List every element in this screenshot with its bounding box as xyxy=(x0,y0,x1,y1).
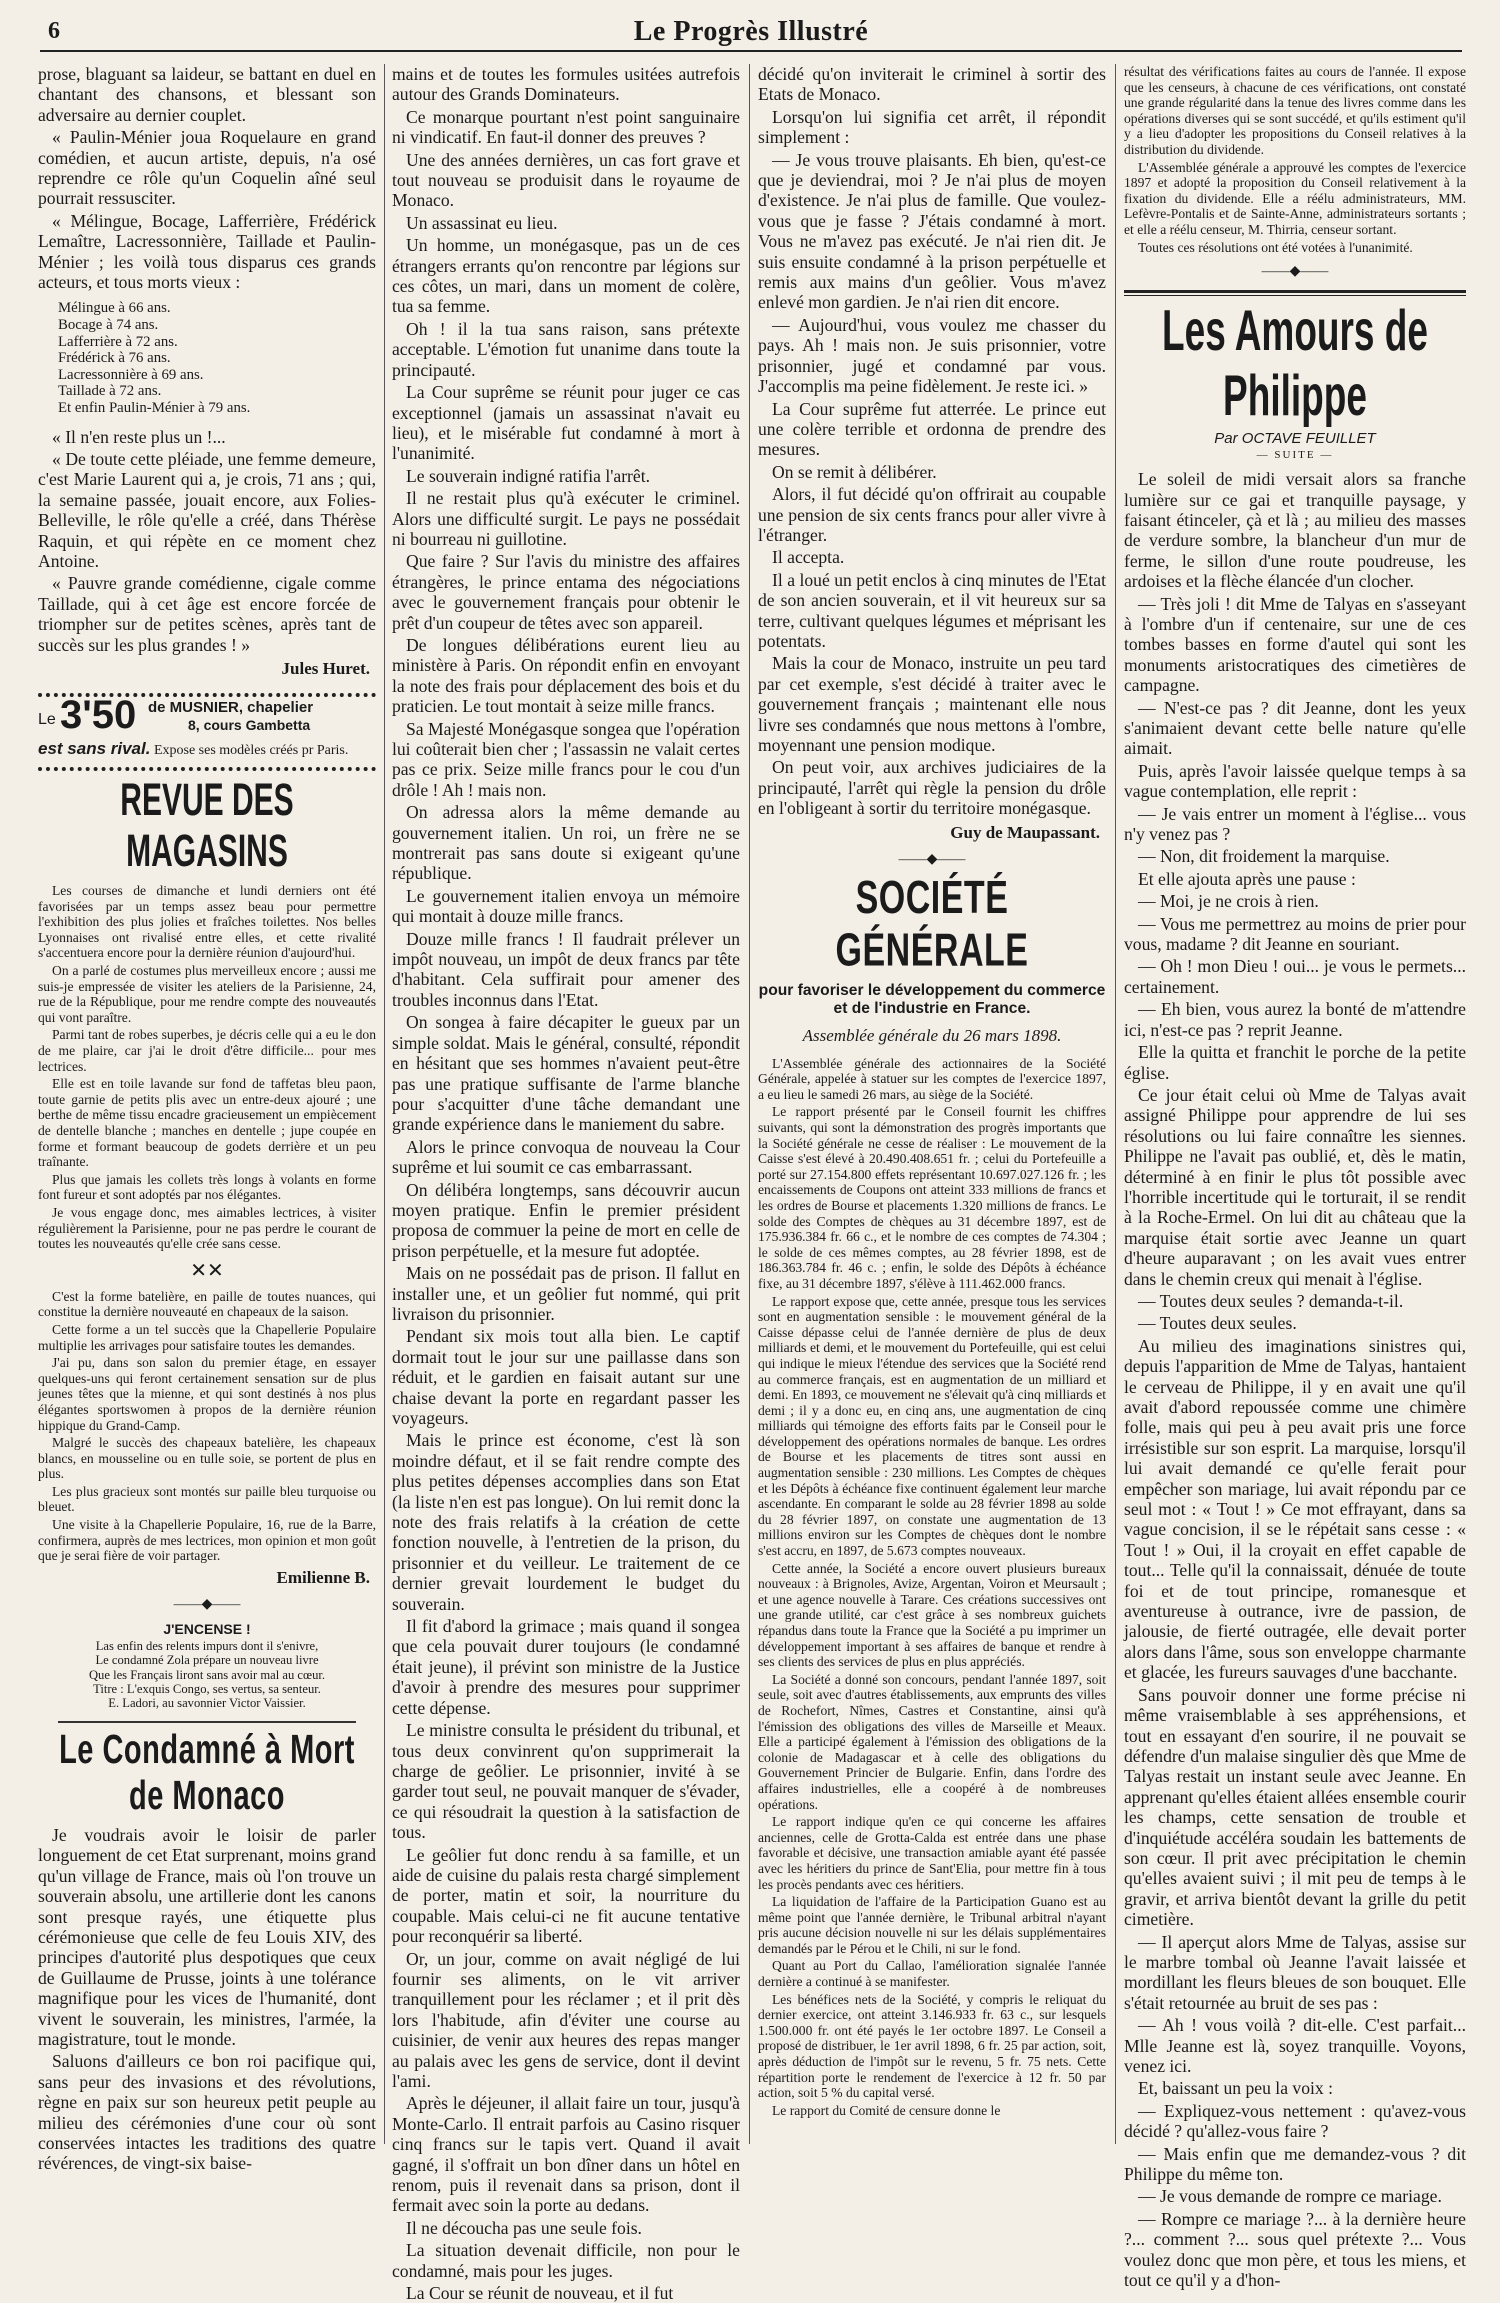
ad-line-2: 8, cours Gambetta xyxy=(188,717,311,734)
author-signature: Jules Huret. xyxy=(281,659,370,679)
article-paragraph: La Cour suprême fut atterrée. Le prince eut une colère terrible et ordonna de prendre des mesures. xyxy=(758,398,1106,460)
article-paragraph: C'est la forme batelière, en paille de toutes nuances, qui constitue la dernière nouveauté en chapeaux de la saison. xyxy=(38,1288,376,1320)
article-paragraph: Un assassinat eu lieu. xyxy=(406,212,558,233)
article-paragraph: Mais la cour de Monaco, instruite un peu tard par cet exemple, s'est décidé à traiter avec le gouvernement français ; maintenant elle nous livre ses condamnés que nous mettons à l'ombre, moyennant une pension modique. xyxy=(758,653,1106,755)
article-paragraph: Il fit d'abord la grimace ; mais quand il songea que cela pouvait durer toujours (le condamné était jeune), il prévint son ministre de la Justice d'avoir à prendre des mesures pour supprimer cette dépense. xyxy=(392,1616,740,1718)
article-paragraph: On adressa alors la même demande au gouvernement italien. Un roi, un frère ne se montrerait pas sans doute si exigeant qu'une république. xyxy=(392,802,740,884)
article-paragraph: On a parlé de costumes plus merveilleux encore ; aussi me suis-je empressée de visiter les ateliers de la Parisienne, 24, rue de la République, pour me rendre compte des nouveautés qui vont paraître. xyxy=(38,963,376,1025)
article-paragraph: Puis, après l'avoir laissée quelque temps à sa vague contemplation, elle reprit : xyxy=(1124,760,1466,802)
column-2 xyxy=(392,64,740,2303)
article-paragraph: L'Assemblée générale a approuvé les comptes de l'exercice 1897 et adopté la proposition du Conseil relativement à la fixation du dividende. Elle a réélu administrateurs, MM. Lefèvre-Pontalis et de Sainte-Anne, administrateurs sortants ; et elle a réélu censeur, M. Thirria, censeur sortant. xyxy=(1124,159,1466,237)
article-paragraph: Le geôlier fut donc rendu à sa famille, et un aide de cuisine du palais resta chargé simplement de porter, matin et soir, la nourriture du coupable. Mais celui-ci ne fit aucune tentative pour reconquérir sa liberté. xyxy=(392,1844,740,1947)
condamne-title: Le Condamné à Mort de Monaco xyxy=(59,1727,355,1819)
verse-line: E. Ladori, au savonnier Victor Vaissier. xyxy=(108,1696,306,1711)
article-paragraph: Les courses de dimanche et lundi derniers ont été favorisées par un temps assez beau pour permettre l'exhibition des plus jolies et fraîches toilettes. Nos belles Lyonnaises ont rivalisé entre elles, et cette rivalité s'accentuera encore pour la dernière réunion d'aujourd'hui. xyxy=(38,883,376,961)
article-paragraph: On songea à faire décapiter le gueux par un simple soldat. Mais le général, consulté, répondit en hésitant que ses hommes n'avaient peut-être pas une pratique suffisante de l'arme blanche pour s'acquitter d'une tâche demandant une grande expérience dans le maniement du sabre. xyxy=(392,1012,740,1135)
article-paragraph: Au milieu des imaginations sinistres qui, depuis l'apparition de Mme de Talyas, hantaient le cerveau de Philippe, il y en avait une qu'il avait d'abord repoussée comme une chimère folle, mais qui peu à peu avait pris une force irrésistible sur son esprit. La marquise, lorsqu'il lui avait demandé ce qu'elle ferait pour empêcher son mariage, lui avait répondu par ce seul mot : « Tout ! » Ce mot effrayant, dans sa vague concision, il se le répétait sans cesse : « Tout ! » Oui, il la croyait en effet capable de tout... Telle qu'il la connaissait, dénuée de toute foi et de tout principe, romanesque et aventureuse à outrance, ivre de passion, de jalousie, de fierté outragée, elle devait porter alors dans l'âme, sous son enveloppe charmante et glacée, les fureurs sauvages d'une bacchante. xyxy=(1124,1335,1466,1683)
section-rule xyxy=(58,1721,356,1723)
list-item: Et enfin Paulin-Ménier à 79 ans. xyxy=(58,400,251,417)
article-paragraph: prose, blaguant sa laideur, se battant en duel en chantant des chansons, et blessant son adversaire au dernier couplet. xyxy=(38,64,376,125)
article-paragraph: Le rapport présenté par le Conseil fournit les chiffres suivants, qui sont la démonstration des progrès importants que la Société générale ne cesse de réaliser : Le mouvement de la Caisse s'est élevé à 20.490.408.651 fr. ; celui du Portefeuille a porté sur 27.154.800 effets représentant 10.697.027.126 fr. ; les encaissements de Coupons ont atteint 333 millions de francs et les ordres de Bourse et placements 1.320 millions de francs. Le solde des Comptes de chèques au 31 décembre 1897, est de 175.936.384 fr. 66 c., et le nombre de ces comptes de 74.304 ; le solde de ces mêmes comptes, au 28 février 1898, est de 186.363.784 fr. 46 c. ; enfin, le solde des Dépôts à échéance fixe, au 31 décembre 1897, s'élève à 111.462.000 francs. xyxy=(758,1104,1106,1291)
article-paragraph: Elle est en toile lavande sur fond de taffetas bleu paon, toute garnie de petits plis avec un entre-deux ajouré ; une berthe de même tissu encadre gracieusement un empiècement de dentelle blanche ; manches en dentelle ; jupe coupée en forme et formant beaucoup de godets derrière et un peu traînante. xyxy=(38,1076,376,1170)
article-paragraph: Mais le prince est économe, c'est là son moindre défaut, et il se fait rendre compte des plus petites dépenses accomplies dans son Etat (la liste n'en est pas longue). On lui remit donc la note des frais relatifs à la création de cette fonction nouvelle, à l'entretien de la prison, du prisonnier et du veilleur. Le traitement de ce dernier grevait lourdement le budget du souverain. xyxy=(392,1430,740,1614)
article-paragraph: Une visite à la Chapellerie Populaire, 16, rue de la Barre, confirmera, auprès de mes lectrices, mon opinion et mon goût que je serai fière de voir partager. xyxy=(38,1517,376,1564)
article-paragraph: Quant au Port du Callao, l'amélioration signalée l'année dernière a continué à se manifester. xyxy=(758,1958,1106,1990)
article-paragraph: De longues délibérations eurent lieu au ministère à Paris. On répondit enfin en envoyant la note des frais pour déplacement des bois et du praticien. Le tout montait à seize mille francs. xyxy=(392,634,740,717)
musnier-advertisement xyxy=(38,693,376,771)
article-paragraph: Il ne restait plus qu'à exécuter le criminel. Alors une difficulté surgit. Le pays ne possédait ni bourreau ni guillotine. xyxy=(392,488,740,549)
article-paragraph: Pendant six mois tout alla bien. Le captif dormait tout le jour sur une paillasse dans son réduit, et le gardien en faisait autant sur une chaise devant la porte en regardant passer les voyageurs. xyxy=(392,1326,740,1428)
ornament-stars: ✕✕ xyxy=(190,1259,224,1282)
article-paragraph: On se remit à délibérer. xyxy=(772,461,937,482)
article-paragraph: Les bénéfices nets de la Société, y compris le reliquat du dernier exercice, ont atteint 3.146.933 fr. 63 c., sur lesquels 1.500.000 fr. ont été payés le 1er octobre 1897. Le Conseil a proposé de distribuer, le 1er avril 1898, 6 fr. 25 par action, soit, après déduction de l'impôt sur le revenu, 5 fr. 75 nets. Cette répartition porte le rendement de l'exercice à 12 fr. 50 par action, soit 5 % du capital versé. xyxy=(758,1991,1106,2101)
article-paragraph: « De toute cette pléiade, une femme demeure, c'est Marie Laurent qui a, je crois, 71 ans ; qui, la semaine passée, jouait encore, aux Folies-Belleville, le rôle qu'elle a créé, dans Thérèse Raquin, et qui répète en ce moment chez Antoine. xyxy=(38,449,376,572)
article-paragraph: Le gouvernement italien envoya un mémoire qui montait à douze mille francs. xyxy=(392,885,740,927)
article-paragraph: Le soleil de midi versait alors sa franche lumière sur ce gai et tranquille paysage, y faisant étinceler, çà et là ; au milieu des masses de verdure sombre, la blancheur d'un mur de ferme, le sillon d'une route poudreuse, les ardoises et la flèche élancée d'un clocher. xyxy=(1124,469,1466,592)
societe-generale-title: SOCIÉTÉ GÉNÉRALE xyxy=(835,871,1029,976)
list-item: Lacressonnière à 69 ans. xyxy=(58,366,204,383)
article-paragraph: Saluons d'ailleurs ce bon roi pacifique qui, sans peur des invasions et des révolutions, règne en paix sur son heureux petit peuple au milieu des cérémonies d'une cour où sont conservées intactes les traditions des quatre révérences, de vingt-six baise- xyxy=(38,2051,376,2174)
article-paragraph: Malgré le succès des chapeaux batelière, les chapeaux blancs, en mousseline ou en tulle soie, se portent de plus en plus. xyxy=(38,1435,376,1482)
article-paragraph: On peut voir, aux archives judiciaires de la principauté, l'arrêt qui règle la pension du drôle en l'obligeant à sortir du territoire monégasque. xyxy=(758,757,1106,819)
jencense-verse xyxy=(38,1639,376,1711)
article-paragraph: Sa Majesté Monégasque songea que l'opération lui coûterait bien cher ; l'assassin ne valait certes pas ce prix. Seize mille francs pour le cou d'un drôle ! Ah ! mais non. xyxy=(392,718,740,800)
revue-body xyxy=(38,883,376,1564)
ad-line-1: de MUSNIER, chapelier xyxy=(148,699,314,717)
article-paragraph: Le ministre consulta le président du tribunal, et tous deux convinrent qu'on supprimerait la charge de geôlier. Le prisonnier, invité à se garder tout seul, ne pouvait manquer de s'évader, ce qui résoudrait la question à la satisfaction de tous. xyxy=(392,1720,740,1843)
list-item: Taillade à 72 ans. xyxy=(58,383,162,400)
article-paragraph: — Non, dit froidement la marquise. xyxy=(1138,846,1390,867)
article-paragraph: Elle la quitta et franchit le porche de la petite église. xyxy=(1124,1042,1466,1083)
article-paragraph: — Rompre ce mariage ?... à la dernière heure ?... comment ?... sous quel prétexte ?... Vous voulez donc que mon père, et tous les miens, et tout ce qu'il y a d'hon- xyxy=(1124,2208,1466,2291)
article-paragraph: Lorsqu'on lui signifia cet arrêt, il répondit simplement : xyxy=(758,106,1106,148)
column-4 xyxy=(1124,64,1466,2291)
article-paragraph: On délibéra longtemps, sans découvrir aucun moyen pratique. Enfin le premier président proposa de commuer la peine de mort en celle de prison perpétuelle, et la mesure fut adoptée. xyxy=(392,1179,740,1261)
article-paragraph: — Toutes deux seules. xyxy=(1138,1313,1297,1334)
article-paragraph: Le rapport indique qu'en ce qui concerne les affaires anciennes, celle de Grotta-Calda est entrée dans une phase favorable et décisive, une transaction amiable ayant été passée avec les héritiers du prince de Sant'Elia, pour mettre fin à tous les procès pendants avec ces héritiers. xyxy=(758,1814,1106,1892)
ad-slogan: est sans rival. xyxy=(38,739,151,759)
article-paragraph: Ce monarque pourtant n'est point sanguinaire ni vindicatif. En faut-il donner des preuves ? xyxy=(392,106,740,148)
article-paragraph: Alors, il fut décidé qu'on offrirait au coupable une pension de six cents francs pour aller vivre à l'étranger. xyxy=(758,484,1106,545)
feuilleton-suite: — SUITE — xyxy=(1256,449,1334,462)
article-paragraph: Le rapport du Comité de censure donne le xyxy=(772,2102,1001,2118)
article-paragraph: mains et de toutes les formules usitées autrefois autour des Grands Dominateurs. xyxy=(392,64,740,105)
article-paragraph: Il a loué un petit enclos à cinq minutes de l'Etat de son ancien souverain, et il vit heureux sur sa terre, cultivant quelques légumes et méprisant les potentats. xyxy=(758,569,1106,651)
ad-le: Le xyxy=(38,711,56,729)
article-paragraph: Je voudrais avoir le loisir de parler longuement de cet Etat surprenant, moins grand qu'un village de France, mais où l'on trouve un souverain absolu, une artillerie dont les canons sont presque rayés, une étiquette plus cérémonieuse que celle de feu Louis XIV, des principes d'autorité plus despotiques que ceux de Guillaume de Prusse, joints à une tolérance magnifique pour les vices de l'humanité, dont vivent le souverain, les ministres, l'armée, la magistrature, tout le monde. xyxy=(38,1824,376,2049)
article-paragraph: — Je vous trouve plaisants. Eh bien, qu'est-ce que je deviendrai, moi ? Je n'ai plus de moyen d'existence. Je n'ai plus de famille. Que voulez-vous que je fasse ? J'étais condamné à mort. Vous ne m'avez pas exécuté. Je n'ai rien dit. Je suis ensuite condamné à la prison perpétuelle et remis aux mains d'un geôlier. Vous m'avez enlevé mon gardien. Je n'ai rien dit encore. xyxy=(758,149,1106,313)
article-paragraph: Après le déjeuner, il allait faire un tour, jusqu'à Monte-Carlo. Il entrait parfois au Casino risquer cinq francs sur le tapis vert. Quand il avait gagné, il s'offrait un bon dîner dans un hôtel en renom, puis il revenait dans sa prison, dont il fermait avec soin la porte au dedans. xyxy=(392,2093,740,2216)
article-paragraph: — Expliquez-vous nettement : qu'avez-vous décidé ? qu'allez-vous faire ? xyxy=(1124,2100,1466,2142)
jencense-title: J'ENCENSE ! xyxy=(163,1620,251,1637)
actor-ages-list xyxy=(58,300,376,416)
article-paragraph: Que faire ? Sur l'avis du ministre des affaires étrangères, le prince entama des négociations avec le gouvernement français pour obtenir le prêt d'un coupeur de têtes avec son appareil. xyxy=(392,551,740,633)
article-paragraph: décidé qu'on inviterait le criminel à sortir des Etats de Monaco. xyxy=(758,64,1106,105)
list-item: Frédérick à 76 ans. xyxy=(58,350,171,367)
header-rule xyxy=(40,50,1462,52)
section-rule xyxy=(1124,290,1466,296)
article-paragraph: Plus que jamais les collets très longs à volants en forme font fureur et sont adoptés par nos élégantes. xyxy=(38,1171,376,1203)
article-paragraph: Mais on ne possédait pas de prison. Il fallut en installer une, et un geôlier fut nommé, qui prit livraison du prisonnier. xyxy=(392,1263,740,1324)
article-paragraph: Toutes ces résolutions ont été votées à l'unanimité. xyxy=(1138,239,1413,255)
newspaper-title: Le Progrès Illustré xyxy=(633,16,869,47)
article-paragraph: Et, baissant un peu la voix : xyxy=(1138,2078,1333,2099)
column-divider xyxy=(749,64,750,2144)
ornament-divider: ——◆—— xyxy=(173,1596,241,1612)
article-paragraph: Or, un jour, comme on avait négligé de lui fournir ses aliments, on le vit arriver tranquillement pour les réclamer ; et il prit dès lors l'habitude, afin d'éviter une course au cuisinier, de venir aux heures des repas manger au palais avec les gens de service, dont il devint l'ami. xyxy=(392,1948,740,2091)
ad-line-3 xyxy=(38,739,348,759)
verse-line: Que les Français liront sans avoir mal au cœur. xyxy=(88,1667,326,1682)
article-paragraph: Douze mille francs ! Il faudrait prélever un impôt nouveau, un impôt de deux francs par tête d'habitant. Cela suffirait pour amener des troubles inconnus dans l'Etat. xyxy=(392,928,740,1010)
article-paragraph: Je vous engage donc, mes aimables lectrices, à visiter régulièrement la Parisienne, pour ne pas perdre le courant de toutes les nouveautés qu'elle crée sans cesse. xyxy=(38,1204,376,1252)
article-paragraph: La Société a donné son concours, pendant l'année 1897, soit seule, soit avec d'autres établissements, aux emprunts des villes de Rochefort, Nîmes, Castres et Constantine, ainsi qu'à l'émission des obligations des villes de Marseille et Meaux. Elle a participé également à l'émission des obligations de la colonie de Madagascar et à celle des obligations du Gouvernement Princier de Bulgarie. Enfin, dans l'ordre des affaires industrielles, elle a coopéré à de nombreuses opérations. xyxy=(758,1671,1106,1812)
article-paragraph: « Mélingue, Bocage, Lafferrière, Frédérick Lemaître, Lacressonnière, Taillade et Paulin-Ménier ; les voilà tous disparus ces grands acteurs, et tous morts vieux : xyxy=(38,210,376,293)
list-item: Bocage à 74 ans. xyxy=(58,317,159,334)
list-item: Lafferrière à 72 ans. xyxy=(58,333,178,350)
article-paragraph: — Je vous demande de rompre ce mariage. xyxy=(1138,2186,1442,2207)
article-paragraph: — Je vais entrer un moment à l'église... vous n'y venez pas ? xyxy=(1124,803,1466,845)
column-3 xyxy=(758,64,1106,2144)
author-signature: Emilienne B. xyxy=(276,1567,370,1587)
article-paragraph: — Eh bien, vous aurez la bonté de m'attendre ici, n'est-ce pas ? reprit Jeanne. xyxy=(1124,999,1466,1040)
article-paragraph: Sans pouvoir donner une forme précise ni même vraisemblable à ses appréhensions, et tout en essayant d'en sourire, il ne pouvait se défendre d'un malaise singulier dès que Mme de Talyas restait un instant seule avec Jeanne. En apprenant qu'elles étaient allées ensemble courir les champs, cette sensation de trouble et d'inquiétude accéléra soudain les battements de son cœur. Il prit avec précipitation le chemin qu'elles avaient suivi ; il mit peu de temps à le gravir, et arriva bientôt devant la grille du petit cimetière. xyxy=(1124,1684,1466,1930)
societe-generale-body xyxy=(758,1056,1106,2119)
article-paragraph: résultat des vérifications faites au cours de l'année. Il expose que les censeurs, à chacune de ces vérifications, ont constaté une grande régularité dans la tenue des livres comme dans les opérations diverses qui se sont succédé, et qu'ils estiment qu'il y a lieu d'adopter les propositions du Conseil relatives à la distribution du dividende. xyxy=(1124,64,1466,157)
article-paragraph: — Aujourd'hui, vous voulez me chasser du pays. Ah ! mais non. Je suis prisonnier, votre prisonnier, jugé et condamné par vous. J'accomplis ma peine fidèlement. Je reste ici. » xyxy=(758,314,1106,397)
article-paragraph: Il ne découcha pas une seule fois. xyxy=(406,2217,642,2238)
verse-line: Titre : L'exquis Congo, ses vertus, sa senteur. xyxy=(93,1682,321,1697)
article-paragraph: La situation devenait difficile, non pour le condamné, mais pour les juges. xyxy=(392,2240,740,2281)
feuilleton-byline: Par OCTAVE FEUILLET xyxy=(1214,430,1376,448)
article-paragraph: L'Assemblée générale des actionnaires de la Société Générale, appelée à statuer sur les comptes de l'exercice 1897, a eu lieu le samedi 26 mars, au siège de la Société. xyxy=(758,1055,1106,1102)
article-paragraph: Cette forme a un tel succès que la Chapellerie Populaire multiplie les arrivages pour satisfaire toutes les demandes. xyxy=(38,1321,376,1353)
ad-slogan-rest: Expose ses modèles créés pr Paris. xyxy=(153,743,349,759)
author-signature: Guy de Maupassant. xyxy=(950,822,1100,842)
ornament-divider: ——◆—— xyxy=(1261,264,1329,280)
article-paragraph: Un homme, un monégasque, pas un de ces étrangers errants qu'on rencontre par légions sur ces côtes, un mari, dans un moment de colère, tua sa femme. xyxy=(392,235,740,317)
article-paragraph: « Pauvre grande comédienne, cigale comme Taillade, qui à cet âge est encore forcée de triompher sur de petites scènes, après tant de succès sur les plus grandes ! » xyxy=(38,573,376,655)
list-item: Mélingue à 66 ans. xyxy=(58,300,171,317)
assembly-date: Assemblée générale du 26 mars 1898. xyxy=(802,1025,1062,1045)
verse-line: Las enfin des relents impurs dont il s'enivre, xyxy=(95,1638,319,1653)
revue-title: REVUE DES MAGASINS xyxy=(120,776,294,877)
verse-line: Le condamné Zola prépare un nouveau livre xyxy=(95,1653,319,1668)
article-paragraph: — Toutes deux seules ? demanda-t-il. xyxy=(1138,1290,1404,1311)
article-paragraph: — Très joli ! dit Mme de Talyas en s'asseyant à l'ombre d'un if centenaire, sur une de ces tombes basses en forme d'autel qui sont les monuments aristocratiques des cimetières de campagne. xyxy=(1124,593,1466,696)
column-divider xyxy=(1115,64,1116,2144)
ad-price: 3'50 xyxy=(60,693,137,738)
article-paragraph: La Cour se réunit de nouveau, et il fut xyxy=(406,2283,674,2303)
article-paragraph: Les plus gracieux sont montés sur paille bleu turquoise ou bleuet. xyxy=(38,1483,376,1515)
article-paragraph: « Paulin-Ménier joua Roquelaure en grand comédien, et aucun artiste, depuis, n'a osé reprendre ce rôle qu'un Coquelin aîné seul pourrait ressusciter. xyxy=(38,127,376,209)
article-paragraph: Oh ! il la tua sans raison, sans prétexte acceptable. L'émotion fut unanime dans toute la principauté. xyxy=(392,318,740,380)
assembly-results xyxy=(1124,64,1466,255)
article-paragraph: La Cour suprême se réunit pour juger ce cas exceptionnel (jamais un assassinat n'avait eu lieu), et le misérable fut condamné à mort à l'unanimité. xyxy=(392,382,740,464)
societe-generale-subtitle: pour favoriser le développement du commerce et de l'industrie en France. xyxy=(758,981,1106,1017)
article-paragraph: — Ah ! vous voilà ? dit-elle. C'est parfait... Mlle Jeanne est là, soyez tranquille. Voyons, venez ici. xyxy=(1124,2015,1466,2076)
article-paragraph: — Il aperçut alors Mme de Talyas, assise sur le marbre tombal où Jeanne l'avait laissée et mordillant les fleurs bleues de son bouquet. Elle s'était retournée au bruit de ses pas : xyxy=(1124,1931,1466,2013)
column-1 xyxy=(38,64,376,2174)
article-paragraph: Alors le prince convoqua de nouveau la Cour suprême et lui soumit ce cas embarrassant. xyxy=(392,1136,740,1178)
page-header xyxy=(40,14,1462,48)
article-paragraph: La liquidation de l'affaire de la Participation Guano est au même point que l'année dernière, le Tribunal arbitral n'ayant pris aucune décision nouvelle ni sur les délais supplémentaires demandés par le Pérou et le Chili, ni sur le fond. xyxy=(758,1894,1106,1956)
article-paragraph: Il accepta. xyxy=(772,547,845,568)
article-paragraph: — Moi, je ne crois à rien. xyxy=(1138,891,1319,912)
article-paragraph: Ce jour était celui où Mme de Talyas avait assigné Philippe pour apprendre de lui ses résolutions ou lui faire connaître les siennes. Philippe ne l'avait pas oublié, et, dès le matin, déterminé à en finir le plus tôt possible avec l'horrible incertitude qui le torturait, il se rendit à la Roche-Ermel. On lui dit au château que la marquise était sortie avec Jeanne un quart d'heure auparavant ; on les avait vues entrer dans le chemin creux qui menait à l'église. xyxy=(1124,1084,1466,1289)
article-paragraph: J'ai pu, dans son salon du premier étage, en essayer quelques-uns qui feront certainement sensation sur de plus jeunes têtes que la mienne, et qui sont destinés à nos plus élégantes sportswomen à propos de la dernière réunion hippique du Grand-Camp. xyxy=(38,1355,376,1433)
article-paragraph: Une des années dernières, un cas fort grave et tout nouveau se produisit dans le royaume de Monaco. xyxy=(392,149,740,211)
article-paragraph: — Vous me permettrez au moins de prier pour vous, madame ? dit Jeanne en souriant. xyxy=(1124,913,1466,955)
article-paragraph: — Oh ! mon Dieu ! oui... je vous le permets... certainement. xyxy=(1124,956,1466,997)
article-paragraph: Parmi tant de robes superbes, je décris celle qui a eu le don de me plaire, car j'ai le droit d'être difficile... pour mes lectrices. xyxy=(38,1027,376,1074)
article-paragraph: Cette année, la Société a encore ouvert plusieurs bureaux nouveaux : à Brignoles, Avize, Argentan, Voiron et Meursault ; et une agence nouvelle à Tarare. Ces créations successives ont une grande utilité, car c'est grâce à ses nombreux guichets répandus dans toute la France que la Société a pu imprimer un développement important à ses affaires de banque et rendre à ses clients des services de plus en plus appréciés. xyxy=(758,1560,1106,1670)
article-paragraph: — Mais enfin que me demandez-vous ? dit Philippe du même ton. xyxy=(1124,2143,1466,2185)
page-number: 6 xyxy=(48,18,60,44)
column-divider xyxy=(384,64,385,2144)
article-paragraph: Le souverain indigné ratifia l'arrêt. xyxy=(406,465,651,486)
article-paragraph: — N'est-ce pas ? dit Jeanne, dont les yeux s'animaient devant cette belle nature qu'elle aimait. xyxy=(1124,697,1466,759)
ornament-divider: ——◆—— xyxy=(898,851,966,867)
feuilleton-title: Les Amours de Philippe xyxy=(1162,299,1428,428)
article-paragraph: Et elle ajouta après une pause : xyxy=(1138,868,1356,889)
article-paragraph: « Il n'en reste plus un !... xyxy=(52,426,226,447)
article-paragraph: Le rapport expose que, cette année, presque tous les services sont en augmentation sensible : le mouvement général de la Caisse dépasse celui de l'année dernière de plus de deux milliards et demi, et le mouvement du Portefeuille, qui est celui qui indique le mieux l'étendue des services que la Société rend au commerce français, est en augmentation de un milliard et demi. En 1893, ce mouvement ne s'élevait qu'à cinq milliards et demi ; il y a donc eu, en cinq ans, une augmentation de cinq milliards qui témoigne des efforts faits par le Conseil pour le développement des opérations normales de banque. Les ordres de Bourse et les placements de titres sont aussi en augmentation sensible : 230 millions. Les Comptes de chèques et les Dépôts à échéance fixe continuent également leur marche ascendante. En comparant le solde au 28 février 1898 au solde du 28 février 1897, on constate une augmentation de 13 millions environ sur les Comptes de chèques dont le nombre s'est accru, en 1897, de 5.673 comptes nouveaux. xyxy=(758,1293,1106,1559)
